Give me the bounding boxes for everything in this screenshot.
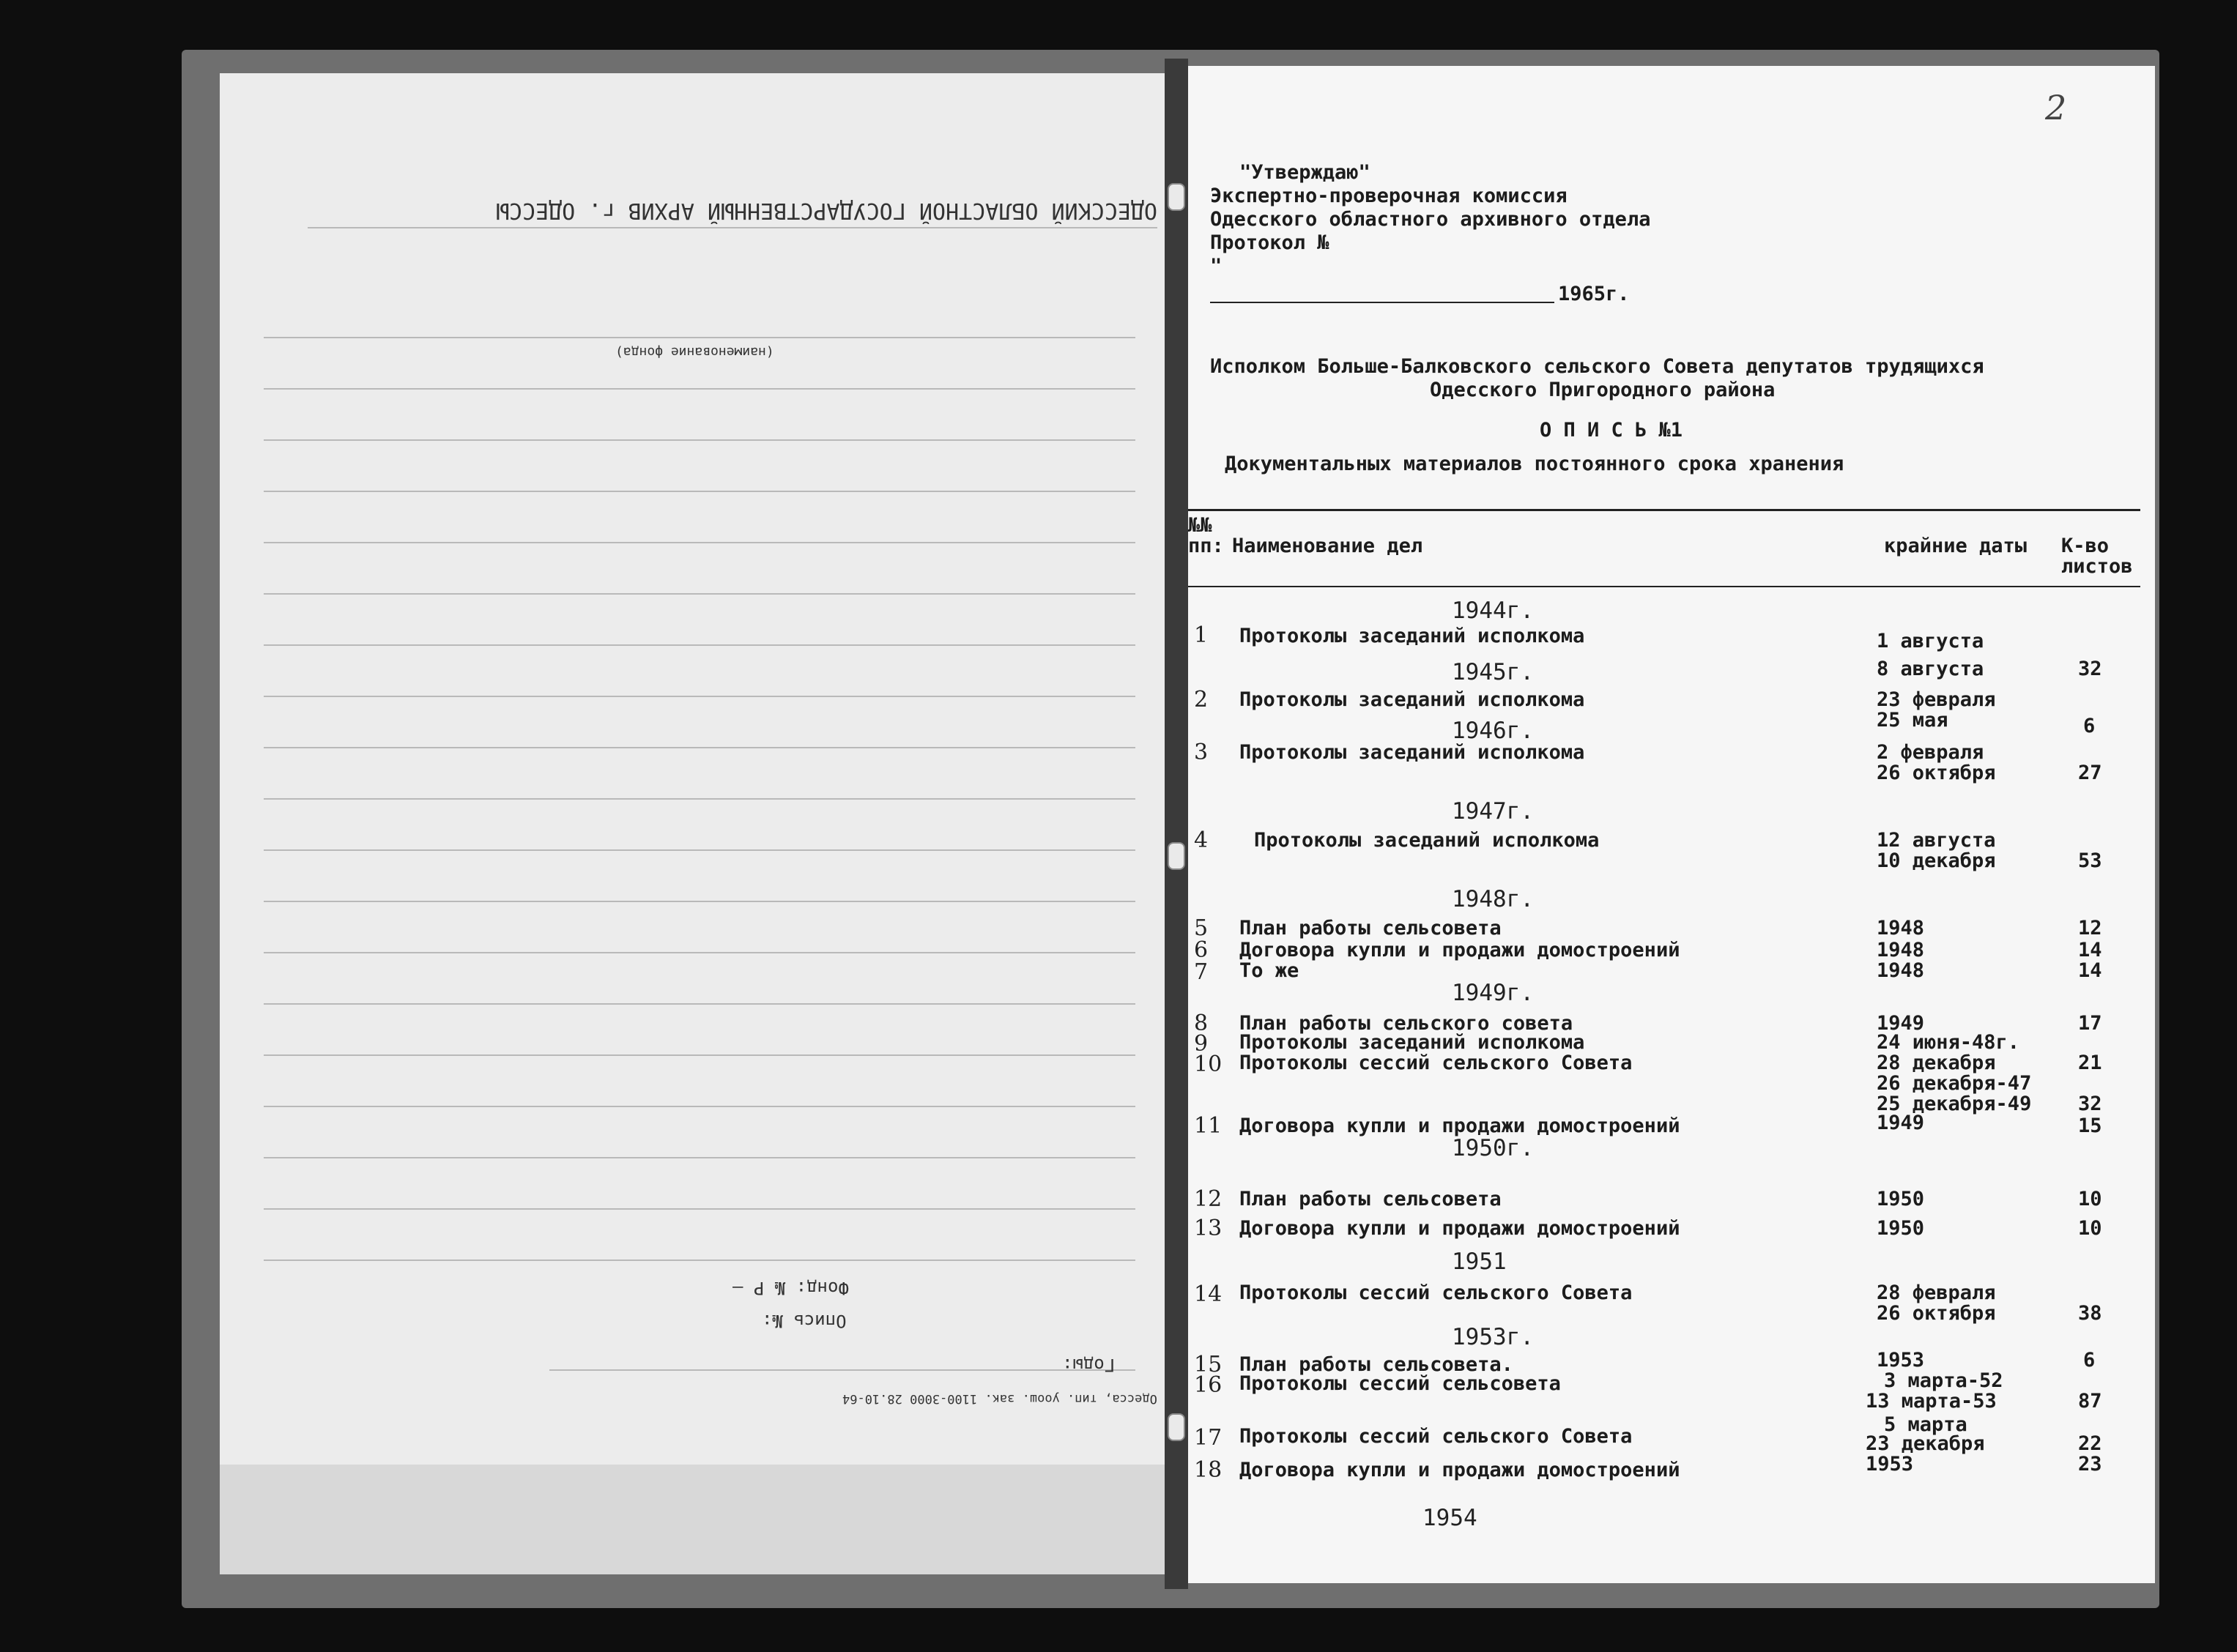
form-line [264,542,1135,543]
row-date: 1953 [1877,1349,1925,1372]
row-sheets: 10 [2078,1217,2102,1240]
row-date: 1948 [1877,917,1925,940]
archive-title: ОДЕССКИЙ ОБЛАСТНОЙ ГОСУДАРСТВЕННЫЙ АРХИВ г. ОДЕССЫ [495,198,1157,223]
row-date: 5 марта [1884,1413,1967,1436]
row-sheets: 53 [2078,849,2102,872]
row-sheets: 32 [2078,1093,2102,1115]
row-name: Договора купли и продажи домостроений [1239,1115,1680,1137]
row-number: 15 [1194,1352,1223,1377]
years-label: Годы: [1062,1355,1116,1375]
form-line [264,747,1135,748]
row-sheets: 17 [2078,1012,2102,1035]
row-date: 1948 [1877,959,1925,982]
col-num-bottom: пп: [1188,535,1224,557]
row-date: 8 августа [1877,658,1984,680]
row-number: 12 [1194,1186,1223,1212]
row-date: 1949 [1877,1112,1925,1134]
date-blank-line [1210,302,1554,303]
row-number: 9 [1194,1031,1209,1057]
right-page-inventory [1188,66,2155,1583]
row-date: 25 декабря-49 [1877,1093,2032,1115]
row-date: 25 мая [1877,709,1948,732]
row-date: 26 декабря-47 [1877,1072,2032,1095]
form-line [264,593,1135,595]
row-name: План работы сельсовета [1239,917,1502,940]
year-heading: 1950г. [1452,1135,1534,1161]
year-heading: 1946г. [1452,718,1534,744]
year-heading: 1954 [1422,1505,1477,1531]
row-date: 1948 [1877,939,1925,961]
page-number: 2 [2045,88,2067,127]
row-number: 3 [1194,740,1209,765]
col-num-top: №№ [1188,514,1212,537]
form-line [264,696,1135,697]
form-line [264,849,1135,851]
row-date: 26 октября [1877,1302,1996,1325]
approval-line3: Одесского областного архивного отдела [1210,208,1651,231]
year-heading: 1945г. [1452,659,1534,685]
row-sheets: 14 [2078,939,2102,961]
row-number: 16 [1194,1372,1223,1398]
years-line [549,1369,1135,1371]
organization-line2: Одесского Пригородного района [1430,379,1776,401]
row-number: 8 [1194,1011,1209,1036]
row-sheets: 14 [2078,959,2102,982]
form-line [264,1106,1135,1107]
row-date: 23 февраля [1877,688,1996,711]
row-name: Протоколы заседаний исполкома [1254,829,1600,852]
page-bottom-strip [220,1465,1165,1574]
approval-line2: Экспертно-проверочная комиссия [1210,185,1568,207]
approval-year: 1965г. [1558,283,1630,305]
row-number: 2 [1194,687,1209,712]
row-name: Протоколы сессий сельского Совета [1239,1281,1633,1304]
row-date: 1950 [1877,1188,1925,1210]
row-name: Протоколы сессий сельского Совета [1239,1052,1633,1074]
row-sheets: 6 [2083,715,2096,737]
row-number: 11 [1194,1113,1223,1139]
row-number: 10 [1194,1052,1223,1077]
row-date: 12 августа [1877,829,1996,852]
form-line [264,1003,1135,1005]
row-sheets: 23 [2078,1453,2102,1476]
row-sheets: 21 [2078,1052,2102,1074]
year-heading: 1951 [1452,1249,1507,1275]
title-underline [308,227,1157,228]
approval-line4: Протокол № [1210,231,1329,254]
opis-label: Опись №: [762,1311,847,1331]
row-sheets: 32 [2078,658,2102,680]
row-sheets: 87 [2078,1390,2102,1413]
year-heading: 1949г. [1452,980,1534,1006]
opis-subtitle: Документальных материалов постоянного срока хранения [1225,453,1844,475]
form-line [264,1208,1135,1210]
row-name: План работы сельского совета [1239,1012,1573,1035]
form-line [264,1054,1135,1056]
row-sheets: 15 [2078,1115,2102,1137]
year-heading: 1953г. [1452,1324,1534,1350]
row-sheets: 38 [2078,1302,2102,1325]
form-line [264,901,1135,902]
col-name-header: Наименование дел [1232,535,1423,557]
table-top-line [1188,509,2140,511]
table-header-line [1188,586,2140,587]
row-number: 18 [1194,1457,1223,1483]
row-sheets: 12 [2078,917,2102,940]
form-line [264,1157,1135,1158]
col-dates-header: крайние даты [1884,535,2028,557]
row-name: План работы сельсовета [1239,1188,1502,1210]
form-line [264,798,1135,800]
left-page-form [220,73,1165,1574]
row-date: 23 декабря [1866,1432,1985,1455]
row-name: Договора купли и продажи домостроений [1239,1217,1680,1240]
row-date: 28 февраля [1877,1281,1996,1304]
year-heading: 1948г. [1452,886,1534,912]
row-date: 1949 [1877,1012,1925,1035]
row-sheets: 27 [2078,762,2102,784]
row-sheets: 10 [2078,1188,2102,1210]
row-name: Протоколы заседаний исполкома [1239,741,1585,764]
col-sheets-top: К-во [2061,535,2110,557]
row-date: 26 октября [1877,762,1996,784]
form-line [264,491,1135,492]
approval-line1: "Утверждаю" [1239,161,1370,184]
row-date: 3 марта-52 [1884,1369,2003,1392]
opis-title: О П И С Ь №1 [1540,419,1683,442]
row-name: Протоколы заседаний исполкома [1239,688,1585,711]
year-heading: 1944г. [1452,598,1534,624]
staple [1168,842,1185,870]
row-date: 1953 [1866,1453,1914,1476]
binding-spine [1165,59,1188,1589]
row-sheets: 22 [2078,1432,2102,1455]
row-name: Протоколы заседаний исполкома [1239,1031,1585,1054]
form-line [264,388,1135,390]
fund-name-caption: (наименование фонда) [615,344,774,360]
approval-date-quote: " [1210,255,1223,278]
row-name: Протоколы сессий сельского Совета [1239,1425,1633,1448]
fund-label: Фонд: № Р – [732,1278,849,1298]
row-date: 13 марта-53 [1866,1390,1997,1413]
row-sheets: 6 [2083,1349,2096,1372]
row-name: Протоколы заседаний исполкома [1239,625,1585,647]
row-name: То же [1239,959,1299,982]
row-date: 24 июня-48г. [1877,1031,2020,1054]
form-line [264,952,1135,953]
row-date: 1950 [1877,1217,1925,1240]
row-number: 1 [1194,622,1209,648]
row-name: Договора купли и продажи домостроений [1239,1459,1680,1481]
row-name: Протоколы сессий сельсовета [1239,1372,1561,1395]
form-line [264,644,1135,646]
row-number: 7 [1194,959,1209,985]
staple [1168,183,1185,211]
row-number: 14 [1194,1281,1223,1307]
form-line [264,439,1135,441]
row-date: 1 августа [1877,630,1984,652]
print-note: Одесса, тип. уоош. зак. 1100-3000 28.10-64 [842,1391,1157,1406]
form-line [264,337,1135,338]
row-number: 5 [1194,915,1209,941]
row-date: 28 декабря [1877,1052,1996,1074]
organization-line1: Исполком Больше-Балковского сельского Совета депутатов трудящихся [1210,355,1984,378]
row-number: 4 [1194,827,1209,853]
row-name: Договора купли и продажи домостроений [1239,939,1680,961]
year-heading: 1947г. [1452,798,1534,825]
row-number: 13 [1194,1216,1223,1241]
row-date: 10 декабря [1877,849,1996,872]
row-date: 2 февраля [1877,741,1984,764]
form-line [264,1260,1135,1261]
row-number: 17 [1194,1425,1223,1451]
row-name: План работы сельсовета. [1239,1353,1513,1376]
staple [1168,1413,1185,1441]
col-sheets-bottom: листов [2061,555,2133,578]
row-number: 6 [1194,937,1209,963]
